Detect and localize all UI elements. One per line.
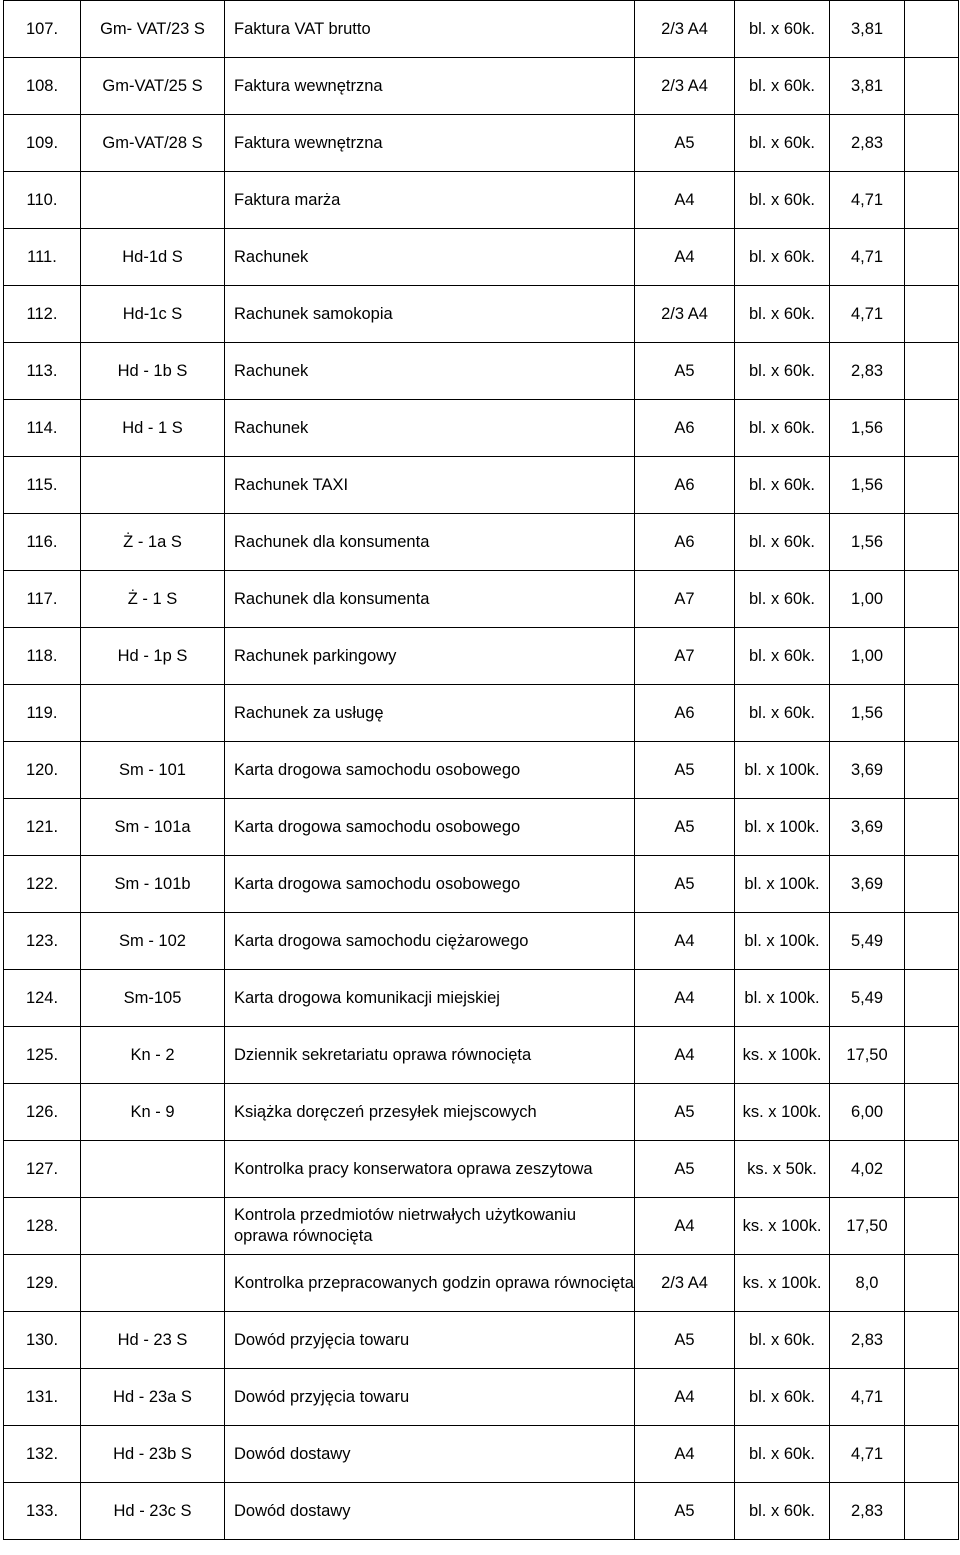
table-row: [4, 685, 959, 742]
row-number: 109.: [4, 115, 81, 172]
form-code: Hd - 1b S: [81, 343, 225, 400]
table-row: [4, 58, 959, 115]
paper-format: 2/3 A4: [635, 1, 735, 58]
pack-unit: bl. x 100k.: [735, 970, 830, 1027]
unit-price: 1,56: [830, 514, 905, 571]
pack-unit: ks. x 100k.: [735, 1084, 830, 1141]
row-number: 116.: [4, 514, 81, 571]
form-name: Kontrolka pracy konserwatora oprawa zeszytowa: [225, 1141, 635, 1198]
pack-unit: ks. x 100k.: [735, 1255, 830, 1312]
row-number: 108.: [4, 58, 81, 115]
pack-unit: bl. x 60k.: [735, 115, 830, 172]
pack-unit: bl. x 60k.: [735, 1426, 830, 1483]
form-name: Rachunek: [225, 400, 635, 457]
table-row: [4, 1255, 959, 1312]
row-number: 115.: [4, 457, 81, 514]
form-code: Gm- VAT/23 S: [81, 1, 225, 58]
empty-cell: [905, 913, 959, 970]
table-row: [4, 913, 959, 970]
empty-cell: [905, 685, 959, 742]
form-code: Hd - 1p S: [81, 628, 225, 685]
empty-cell: [905, 1312, 959, 1369]
paper-format: A5: [635, 1483, 735, 1540]
empty-cell: [905, 742, 959, 799]
table-row: [4, 1198, 959, 1255]
table-row: [4, 229, 959, 286]
empty-cell: [905, 286, 959, 343]
paper-format: A5: [635, 1084, 735, 1141]
unit-price: 6,00: [830, 1084, 905, 1141]
paper-format: A5: [635, 1141, 735, 1198]
table-row: [4, 1027, 959, 1084]
form-name: Kontrola przedmiotów nietrwałych użytkowaniu oprawa równocięta: [225, 1198, 635, 1255]
paper-format: A6: [635, 514, 735, 571]
table-row: [4, 856, 959, 913]
form-name: Karta drogowa komunikacji miejskiej: [225, 970, 635, 1027]
paper-format: A5: [635, 799, 735, 856]
price-list-table: [3, 0, 959, 1540]
paper-format: 2/3 A4: [635, 286, 735, 343]
empty-cell: [905, 229, 959, 286]
paper-format: A5: [635, 742, 735, 799]
form-name: Karta drogowa samochodu osobowego: [225, 799, 635, 856]
unit-price: 2,83: [830, 1312, 905, 1369]
paper-format: A7: [635, 628, 735, 685]
table-row: [4, 799, 959, 856]
form-code: Hd - 23a S: [81, 1369, 225, 1426]
row-number: 133.: [4, 1483, 81, 1540]
form-name: Faktura wewnętrzna: [225, 58, 635, 115]
table-row: [4, 1141, 959, 1198]
pack-unit: bl. x 100k.: [735, 799, 830, 856]
form-name: Dowód dostawy: [225, 1426, 635, 1483]
pack-unit: bl. x 60k.: [735, 1, 830, 58]
row-number: 125.: [4, 1027, 81, 1084]
empty-cell: [905, 856, 959, 913]
table-row: [4, 400, 959, 457]
form-code: Sm - 101b: [81, 856, 225, 913]
table-row: [4, 514, 959, 571]
form-code: Hd - 23c S: [81, 1483, 225, 1540]
pack-unit: bl. x 60k.: [735, 229, 830, 286]
unit-price: 1,56: [830, 457, 905, 514]
table-row: [4, 1426, 959, 1483]
paper-format: A4: [635, 172, 735, 229]
row-number: 128.: [4, 1198, 81, 1255]
form-code: Sm-105: [81, 970, 225, 1027]
pack-unit: bl. x 60k.: [735, 172, 830, 229]
empty-cell: [905, 343, 959, 400]
empty-cell: [905, 1426, 959, 1483]
empty-cell: [905, 1141, 959, 1198]
form-code: [81, 1198, 225, 1255]
form-code: [81, 457, 225, 514]
paper-format: A4: [635, 913, 735, 970]
form-name: Rachunek TAXI: [225, 457, 635, 514]
row-number: 126.: [4, 1084, 81, 1141]
form-name: Rachunek samokopia: [225, 286, 635, 343]
paper-format: A5: [635, 115, 735, 172]
form-name: Dowód przyjęcia towaru: [225, 1369, 635, 1426]
unit-price: 2,83: [830, 1483, 905, 1540]
empty-cell: [905, 970, 959, 1027]
pack-unit: bl. x 100k.: [735, 856, 830, 913]
form-name: Dziennik sekretariatu oprawa równocięta: [225, 1027, 635, 1084]
form-name: Karta drogowa samochodu osobowego: [225, 856, 635, 913]
paper-format: 2/3 A4: [635, 58, 735, 115]
unit-price: 5,49: [830, 913, 905, 970]
form-name: Kontrolka przepracowanych godzin oprawa równocięta: [225, 1255, 635, 1312]
form-name: Faktura marża: [225, 172, 635, 229]
pack-unit: bl. x 60k.: [735, 343, 830, 400]
row-number: 131.: [4, 1369, 81, 1426]
pack-unit: bl. x 60k.: [735, 286, 830, 343]
empty-cell: [905, 400, 959, 457]
unit-price: 4,71: [830, 286, 905, 343]
empty-cell: [905, 457, 959, 514]
paper-format: A6: [635, 685, 735, 742]
table-row: [4, 286, 959, 343]
form-code: Sm - 101a: [81, 799, 225, 856]
paper-format: A4: [635, 1369, 735, 1426]
row-number: 111.: [4, 229, 81, 286]
form-name: Rachunek parkingowy: [225, 628, 635, 685]
pack-unit: bl. x 100k.: [735, 913, 830, 970]
pack-unit: bl. x 60k.: [735, 1369, 830, 1426]
paper-format: A6: [635, 457, 735, 514]
row-number: 122.: [4, 856, 81, 913]
empty-cell: [905, 115, 959, 172]
table-row: [4, 571, 959, 628]
form-code: Sm - 102: [81, 913, 225, 970]
form-code: Kn - 9: [81, 1084, 225, 1141]
row-number: 117.: [4, 571, 81, 628]
form-code: [81, 685, 225, 742]
pack-unit: bl. x 60k.: [735, 1483, 830, 1540]
unit-price: 8,0: [830, 1255, 905, 1312]
row-number: 121.: [4, 799, 81, 856]
row-number: 124.: [4, 970, 81, 1027]
pack-unit: bl. x 60k.: [735, 400, 830, 457]
empty-cell: [905, 1198, 959, 1255]
row-number: 110.: [4, 172, 81, 229]
form-code: Gm-VAT/28 S: [81, 115, 225, 172]
table-row: [4, 742, 959, 799]
row-number: 113.: [4, 343, 81, 400]
form-code: Hd - 23b S: [81, 1426, 225, 1483]
form-code: [81, 172, 225, 229]
table-row: [4, 1, 959, 58]
row-number: 120.: [4, 742, 81, 799]
paper-format: A4: [635, 970, 735, 1027]
pack-unit: ks. x 50k.: [735, 1141, 830, 1198]
row-number: 107.: [4, 1, 81, 58]
form-code: Hd - 23 S: [81, 1312, 225, 1369]
form-name: Dowód przyjęcia towaru: [225, 1312, 635, 1369]
form-name: Karta drogowa samochodu osobowego: [225, 742, 635, 799]
paper-format: A6: [635, 400, 735, 457]
pack-unit: bl. x 60k.: [735, 1312, 830, 1369]
form-name: Rachunek: [225, 343, 635, 400]
empty-cell: [905, 58, 959, 115]
form-code: Kn - 2: [81, 1027, 225, 1084]
form-name: Rachunek dla konsumenta: [225, 571, 635, 628]
unit-price: 4,71: [830, 1369, 905, 1426]
unit-price: 3,81: [830, 1, 905, 58]
form-code: [81, 1141, 225, 1198]
form-name: Dowód dostawy: [225, 1483, 635, 1540]
form-code: Ż - 1 S: [81, 571, 225, 628]
row-number: 114.: [4, 400, 81, 457]
table-row: [4, 172, 959, 229]
empty-cell: [905, 172, 959, 229]
empty-cell: [905, 514, 959, 571]
unit-price: 1,00: [830, 628, 905, 685]
row-number: 129.: [4, 1255, 81, 1312]
paper-format: A7: [635, 571, 735, 628]
pack-unit: bl. x 60k.: [735, 514, 830, 571]
empty-cell: [905, 628, 959, 685]
paper-format: A4: [635, 1198, 735, 1255]
pack-unit: bl. x 60k.: [735, 685, 830, 742]
paper-format: A5: [635, 856, 735, 913]
empty-cell: [905, 1027, 959, 1084]
form-code: Hd - 1 S: [81, 400, 225, 457]
unit-price: 3,81: [830, 58, 905, 115]
pack-unit: bl. x 60k.: [735, 457, 830, 514]
table-row: [4, 970, 959, 1027]
unit-price: 3,69: [830, 799, 905, 856]
pack-unit: bl. x 60k.: [735, 571, 830, 628]
empty-cell: [905, 571, 959, 628]
empty-cell: [905, 799, 959, 856]
table-row: [4, 1483, 959, 1540]
form-code: Ż - 1a S: [81, 514, 225, 571]
row-number: 119.: [4, 685, 81, 742]
form-code: Gm-VAT/25 S: [81, 58, 225, 115]
table-row: [4, 1312, 959, 1369]
table-row: [4, 343, 959, 400]
unit-price: 17,50: [830, 1027, 905, 1084]
unit-price: 2,83: [830, 343, 905, 400]
unit-price: 1,00: [830, 571, 905, 628]
unit-price: 2,83: [830, 115, 905, 172]
form-name: Książka doręczeń przesyłek miejscowych: [225, 1084, 635, 1141]
paper-format: A4: [635, 229, 735, 286]
form-name: Rachunek: [225, 229, 635, 286]
paper-format: A5: [635, 343, 735, 400]
unit-price: 4,71: [830, 229, 905, 286]
unit-price: 4,02: [830, 1141, 905, 1198]
unit-price: 1,56: [830, 400, 905, 457]
pack-unit: bl. x 60k.: [735, 58, 830, 115]
form-name: Rachunek dla konsumenta: [225, 514, 635, 571]
form-code: Hd-1c S: [81, 286, 225, 343]
paper-format: A5: [635, 1312, 735, 1369]
row-number: 132.: [4, 1426, 81, 1483]
table-row: [4, 115, 959, 172]
table-row: [4, 1369, 959, 1426]
unit-price: 5,49: [830, 970, 905, 1027]
form-name: Karta drogowa samochodu ciężarowego: [225, 913, 635, 970]
unit-price: 1,56: [830, 685, 905, 742]
form-name: Faktura VAT brutto: [225, 1, 635, 58]
row-number: 130.: [4, 1312, 81, 1369]
pack-unit: bl. x 60k.: [735, 628, 830, 685]
paper-format: A4: [635, 1426, 735, 1483]
row-number: 127.: [4, 1141, 81, 1198]
row-number: 118.: [4, 628, 81, 685]
unit-price: 4,71: [830, 172, 905, 229]
pack-unit: bl. x 100k.: [735, 742, 830, 799]
unit-price: 17,50: [830, 1198, 905, 1255]
form-name: Rachunek za usługę: [225, 685, 635, 742]
unit-price: 3,69: [830, 856, 905, 913]
pack-unit: ks. x 100k.: [735, 1027, 830, 1084]
pack-unit: ks. x 100k.: [735, 1198, 830, 1255]
paper-format: 2/3 A4: [635, 1255, 735, 1312]
empty-cell: [905, 1084, 959, 1141]
table-row: [4, 628, 959, 685]
table-row: [4, 1084, 959, 1141]
paper-format: A4: [635, 1027, 735, 1084]
empty-cell: [905, 1369, 959, 1426]
unit-price: 4,71: [830, 1426, 905, 1483]
form-code: [81, 1255, 225, 1312]
empty-cell: [905, 1, 959, 58]
empty-cell: [905, 1483, 959, 1540]
price-list-body: [4, 1, 959, 1540]
form-name: Faktura wewnętrzna: [225, 115, 635, 172]
row-number: 123.: [4, 913, 81, 970]
form-code: Sm - 101: [81, 742, 225, 799]
unit-price: 3,69: [830, 742, 905, 799]
empty-cell: [905, 1255, 959, 1312]
row-number: 112.: [4, 286, 81, 343]
form-code: Hd-1d S: [81, 229, 225, 286]
table-row: [4, 457, 959, 514]
